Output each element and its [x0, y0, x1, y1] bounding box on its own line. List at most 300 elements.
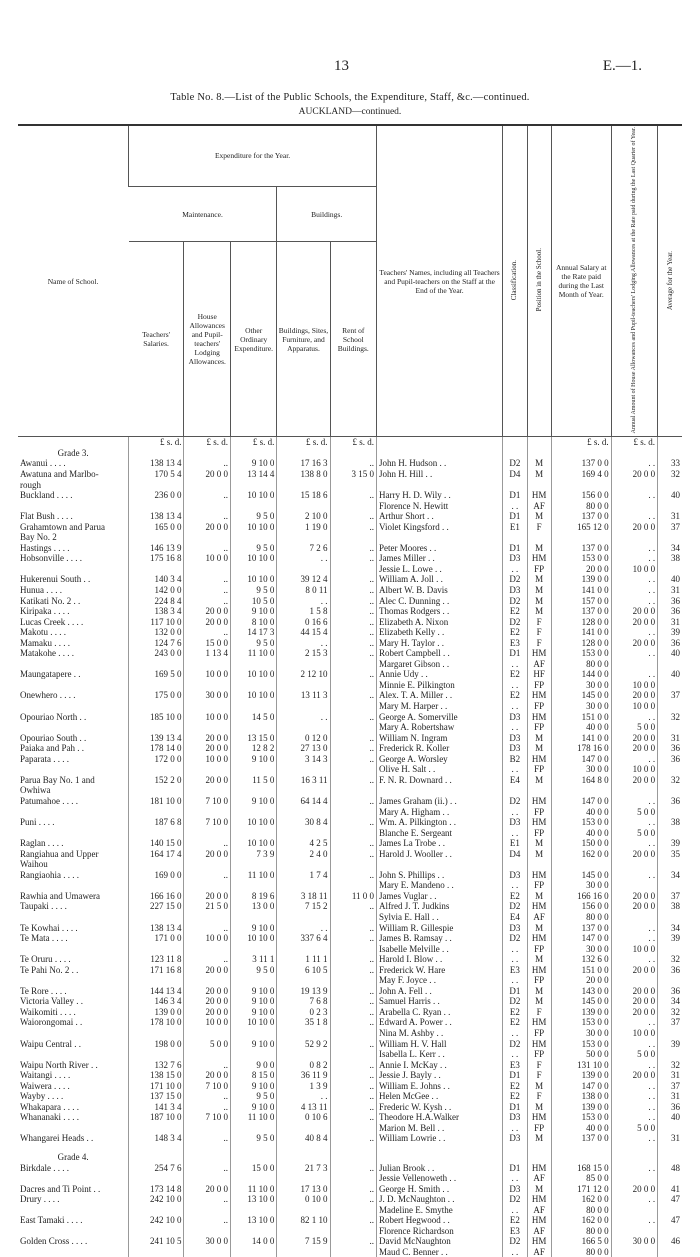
table-row: [18, 933, 682, 944]
school-name: Rangiahua and Upper: [20, 848, 99, 859]
annual-salary: 137 0 0: [551, 511, 611, 522]
school-name: Whangarei Heads . .: [20, 1133, 94, 1144]
average-attendance: 36: [658, 596, 682, 607]
position: F: [527, 1070, 551, 1081]
teacher-name: Peter Moores . .: [377, 543, 503, 554]
position: HM: [527, 490, 551, 501]
buildings-expenditure: 2 12 10: [277, 669, 330, 680]
table-row: [18, 1184, 682, 1195]
teacher-name: Isabelle Melville . .: [377, 944, 503, 955]
teachers-salary: 224 8 4: [129, 596, 184, 607]
rent: ..: [330, 1163, 376, 1174]
position: M: [527, 469, 551, 480]
house-allowance: ..: [184, 954, 230, 965]
teachers-salary: 171 16 8: [129, 965, 184, 976]
teacher-name: Margaret Gibson . .: [377, 659, 503, 670]
other-expenditure: 8 10 0: [230, 617, 276, 628]
school-name: Patumahoe . . . .: [20, 795, 78, 806]
teacher-name: Edward A. Power . .: [377, 1017, 503, 1028]
rent: ..: [330, 574, 376, 585]
school-name: Raglan . . . .: [20, 838, 64, 849]
house-allowance: ..: [184, 838, 230, 849]
school-name: Lucas Creek . . . .: [20, 616, 84, 627]
annual-allowance: . .: [611, 458, 657, 469]
classification: D1: [503, 490, 527, 501]
annual-allowance: . .: [611, 1133, 657, 1144]
annual-salary: 147 0 0: [551, 754, 611, 765]
classification: D3: [503, 743, 527, 754]
school-name: Matakohe . . . .: [20, 648, 74, 659]
buildings-expenditure: 30 8 4: [277, 817, 330, 828]
other-expenditure: 11 5 0: [230, 775, 276, 786]
average-attendance: 31: [658, 511, 682, 522]
annual-allowance: 20 0 0: [611, 775, 657, 786]
school-name: Waipu North River . .: [20, 1059, 98, 1070]
annual-allowance: 30 0 0: [611, 1236, 657, 1247]
annual-salary: 153 0 0: [551, 648, 611, 659]
classification: . .: [503, 944, 527, 955]
classification: D3: [503, 712, 527, 723]
house-allowance: 20 0 0: [184, 1184, 230, 1195]
teacher-name: Alec C. Dunning . .: [377, 596, 503, 607]
other-expenditure: 8 19 6: [230, 891, 276, 902]
table-row: [18, 1102, 682, 1113]
annual-allowance: . .: [611, 596, 657, 607]
teachers-salary: 140 15 0: [129, 838, 184, 849]
classification: D2: [503, 1236, 527, 1247]
teacher-name: May F. Joyce . .: [377, 975, 503, 986]
position: M: [527, 596, 551, 607]
header-buildings-sites: Buildings, Sites, Furniture, and Apparatus.: [277, 242, 330, 437]
table-row: [18, 1007, 682, 1018]
school-name: Opouriao South . .: [20, 732, 87, 743]
annual-salary: 162 0 0: [551, 1194, 611, 1205]
other-expenditure: 3 11 1: [230, 954, 276, 965]
average-attendance: 31: [658, 1070, 682, 1081]
teachers-salary: 138 3 4: [129, 606, 184, 617]
table-title: Table No. 8.—List of the Public Schools, the Expenditure, Staff, &c.—continued.: [170, 92, 530, 103]
annual-allowance: 10 0 0: [611, 944, 657, 955]
school-name: Bay No. 2: [20, 532, 57, 543]
annual-allowance: 10 0 0: [611, 1028, 657, 1039]
school-name: Wayby . . . .: [20, 1091, 64, 1102]
teachers-salary: 175 16 8: [129, 553, 184, 564]
annual-salary: 145 0 0: [551, 690, 611, 701]
house-allowance: ..: [184, 596, 230, 607]
buildings-expenditure: . .: [277, 553, 330, 564]
rent: ..: [330, 627, 376, 638]
average-attendance: 41: [658, 1184, 682, 1195]
buildings-expenditure: 0 10 0: [277, 1194, 330, 1205]
table-row: [18, 901, 682, 912]
table-row: [18, 648, 682, 659]
average-attendance: 36: [658, 754, 682, 765]
annual-salary: 141 0 0: [551, 733, 611, 744]
position: AF: [527, 1247, 551, 1257]
annual-allowance: 20 0 0: [611, 522, 657, 533]
annual-salary: 166 16 0: [551, 891, 611, 902]
table-row: [18, 817, 682, 828]
teacher-name: Madeline E. Smythe: [377, 1205, 503, 1216]
header-other-expenditure: Other Ordinary Expenditure.: [230, 242, 276, 437]
rent: ..: [330, 933, 376, 944]
teacher-name: Olive H. Salt . .: [377, 764, 503, 775]
annual-salary: 153 0 0: [551, 1112, 611, 1123]
classification: D2: [503, 596, 527, 607]
other-expenditure: 7 3 9: [230, 849, 276, 860]
table-row: [18, 627, 682, 638]
classification: D3: [503, 1133, 527, 1144]
average-attendance: 40: [658, 669, 682, 680]
teacher-name: James La Trobe . .: [377, 838, 503, 849]
teachers-salary: 141 3 4: [129, 1102, 184, 1113]
other-expenditure: 10 10 0: [230, 574, 276, 585]
annual-allowance: . .: [611, 712, 657, 723]
teachers-salary: 138 15 0: [129, 1070, 184, 1081]
teachers-salary: 142 0 0: [129, 585, 184, 596]
table-row: [18, 659, 682, 670]
rent: ..: [330, 490, 376, 501]
other-expenditure: 10 10 0: [230, 553, 276, 564]
teacher-name: Theodore H.A.Walker: [377, 1112, 503, 1123]
annual-salary: 139 0 0: [551, 1102, 611, 1113]
house-allowance: ..: [184, 1215, 230, 1226]
other-expenditure: 10 10 0: [230, 669, 276, 680]
annual-salary: 20 0 0: [551, 975, 611, 986]
rent: ..: [330, 669, 376, 680]
annual-salary: 131 10 0: [551, 1060, 611, 1071]
buildings-expenditure: . .: [277, 638, 330, 649]
rent: ..: [330, 1112, 376, 1123]
annual-salary: 143 0 0: [551, 986, 611, 997]
teachers-salary: 243 0 0: [129, 648, 184, 659]
buildings-expenditure: 0 10 6: [277, 1112, 330, 1123]
table-row: [18, 458, 682, 469]
position: M: [527, 543, 551, 554]
teacher-name: Albert W. B. Davis: [377, 585, 503, 596]
teacher-name: James Miller . .: [377, 553, 503, 564]
house-allowance: 20 0 0: [184, 775, 230, 786]
teachers-salary: 137 15 0: [129, 1091, 184, 1102]
other-expenditure: 9 5 0: [230, 1091, 276, 1102]
average-attendance: 32: [658, 1060, 682, 1071]
other-expenditure: 11 10 0: [230, 648, 276, 659]
table-row: [18, 1028, 682, 1039]
teacher-name: Arthur Short . .: [377, 511, 503, 522]
teacher-name: Helen McGee . .: [377, 1091, 503, 1102]
header-average: Average for the Year.: [658, 125, 682, 437]
other-expenditure: 10 5 0: [230, 596, 276, 607]
teacher-name: Robert Campbell . .: [377, 648, 503, 659]
buildings-expenditure: 4 13 11: [277, 1102, 330, 1113]
position: F: [527, 1091, 551, 1102]
rent: ..: [330, 1215, 376, 1226]
rent: ..: [330, 849, 376, 860]
other-expenditure: 14 17 3: [230, 627, 276, 638]
school-name: Hukerenui South . .: [20, 574, 91, 585]
classification: E2: [503, 891, 527, 902]
position: FP: [527, 1049, 551, 1060]
teacher-name: William E. Johns . .: [377, 1081, 503, 1092]
buildings-expenditure: 3 18 11: [277, 891, 330, 902]
school-name: Buckland . . . .: [20, 490, 73, 501]
teacher-name: Harry H. D. Wily . .: [377, 490, 503, 501]
teacher-name: Isabella L. Kerr . .: [377, 1049, 503, 1060]
grade-row: [18, 448, 682, 459]
annual-salary: 80 0 0: [551, 1205, 611, 1216]
teachers-salary: 132 7 6: [129, 1060, 184, 1071]
average-attendance: 36: [658, 638, 682, 649]
position: M: [527, 574, 551, 585]
teacher-name: Minnie E. Pilkington: [377, 680, 503, 691]
house-allowance: 7 10 0: [184, 796, 230, 807]
school-name: Te Oruru . . . .: [20, 954, 71, 965]
table-row: [18, 1017, 682, 1028]
classification: . .: [503, 1247, 527, 1257]
buildings-expenditure: 7 2 6: [277, 543, 330, 554]
annual-allowance: 20 0 0: [611, 891, 657, 902]
table-row: [18, 1081, 682, 1092]
classification: E1: [503, 522, 527, 533]
classification: E2: [503, 627, 527, 638]
table-row: [18, 807, 682, 818]
classification: D3: [503, 733, 527, 744]
header-classification: Classification.: [503, 125, 527, 437]
teachers-salary: 146 3 4: [129, 996, 184, 1007]
header-maintenance: Maintenance.: [129, 186, 277, 242]
table-subtitle: AUCKLAND—continued.: [298, 107, 402, 117]
other-expenditure: 10 10 0: [230, 690, 276, 701]
annual-salary: 50 0 0: [551, 1049, 611, 1060]
average-attendance: 37: [658, 891, 682, 902]
annual-salary: 138 0 0: [551, 1091, 611, 1102]
classification: D3: [503, 585, 527, 596]
classification: . .: [503, 701, 527, 712]
teacher-name: Maud C. Benner . .: [377, 1247, 503, 1257]
position: HM: [527, 553, 551, 564]
annual-salary: 153 0 0: [551, 553, 611, 564]
rent: ..: [330, 543, 376, 554]
average-attendance: 36: [658, 796, 682, 807]
table-row: [18, 1194, 682, 1205]
average-attendance: 32: [658, 954, 682, 965]
table-row: [18, 638, 682, 649]
rent: ..: [330, 923, 376, 934]
classification: D2: [503, 996, 527, 1007]
other-expenditure: 11 10 0: [230, 870, 276, 881]
classification: . .: [503, 807, 527, 818]
school-name: Te Mata . . . .: [20, 933, 68, 944]
other-expenditure: 9 10 0: [230, 996, 276, 1007]
annual-salary: 139 0 0: [551, 574, 611, 585]
rent: ..: [330, 1236, 376, 1247]
teachers-salary: 242 10 0: [129, 1194, 184, 1205]
house-allowance: 20 0 0: [184, 849, 230, 860]
other-expenditure: 13 10 0: [230, 1215, 276, 1226]
other-expenditure: 10 10 0: [230, 838, 276, 849]
rent: ..: [330, 838, 376, 849]
buildings-expenditure: . .: [277, 712, 330, 723]
house-allowance: 10 0 0: [184, 1017, 230, 1028]
position: M: [527, 1102, 551, 1113]
average-attendance: 31: [658, 733, 682, 744]
annual-salary: 144 0 0: [551, 669, 611, 680]
buildings-expenditure: 2 4 0: [277, 849, 330, 860]
average-attendance: 31: [658, 585, 682, 596]
annual-allowance: . .: [611, 543, 657, 554]
teachers-salary: 171 10 0: [129, 1081, 184, 1092]
classification: D1: [503, 511, 527, 522]
position: F: [527, 1007, 551, 1018]
other-expenditure: 9 10 0: [230, 986, 276, 997]
position: HM: [527, 965, 551, 976]
table-row: [18, 522, 682, 533]
rent: ..: [330, 1060, 376, 1071]
table-row: [18, 1236, 682, 1247]
annual-allowance: 20 0 0: [611, 638, 657, 649]
annual-allowance: 20 0 0: [611, 469, 657, 480]
classification: D2: [503, 1039, 527, 1050]
buildings-expenditure: 7 6 8: [277, 996, 330, 1007]
rent: ..: [330, 817, 376, 828]
classification: . .: [503, 1205, 527, 1216]
buildings-expenditure: 0 16 6: [277, 617, 330, 628]
average-attendance: 31: [658, 1133, 682, 1144]
annual-salary: 80 0 0: [551, 1247, 611, 1257]
table-row: [18, 733, 682, 744]
classification: D1: [503, 1102, 527, 1113]
buildings-expenditure: 21 7 3: [277, 1163, 330, 1174]
table-row: [18, 828, 682, 839]
rent: ..: [330, 1133, 376, 1144]
average-attendance: 33: [658, 458, 682, 469]
teacher-name: John H. Hill . .: [377, 469, 503, 480]
annual-allowance: . .: [611, 1039, 657, 1050]
buildings-expenditure: 337 6 4: [277, 933, 330, 944]
position: M: [527, 743, 551, 754]
school-name: Waitangi . . . .: [20, 1070, 71, 1081]
house-allowance: ..: [184, 543, 230, 554]
buildings-expenditure: 2 15 3: [277, 648, 330, 659]
teachers-salary: 164 17 4: [129, 849, 184, 860]
annual-salary: 30 0 0: [551, 701, 611, 712]
teacher-name: Frederick R. Koller: [377, 743, 503, 754]
house-allowance: ..: [184, 1102, 230, 1113]
annual-allowance: . .: [611, 627, 657, 638]
table-row: [18, 543, 682, 554]
position: HM: [527, 796, 551, 807]
position: F: [527, 638, 551, 649]
buildings-expenditure: 17 13 0: [277, 1184, 330, 1195]
rent: ..: [330, 522, 376, 533]
annual-salary: 157 0 0: [551, 596, 611, 607]
annual-allowance: . .: [611, 817, 657, 828]
classification: D1: [503, 648, 527, 659]
classification: E3: [503, 1060, 527, 1071]
rent: ..: [330, 775, 376, 786]
teachers-salary: 187 10 0: [129, 1112, 184, 1123]
table-row: [18, 511, 682, 522]
rent: 11 0 0: [330, 891, 376, 902]
annual-allowance: . .: [611, 1194, 657, 1205]
teachers-salary: 173 14 8: [129, 1184, 184, 1195]
annual-allowance: 10 0 0: [611, 764, 657, 775]
table-row: [18, 849, 682, 860]
teacher-name: John H. Hudson . .: [377, 458, 503, 469]
teacher-name: William H. V. Hall: [377, 1039, 503, 1050]
annual-salary: 30 0 0: [551, 944, 611, 955]
annual-salary: 40 0 0: [551, 722, 611, 733]
buildings-expenditure: 16 3 11: [277, 775, 330, 786]
classification: D4: [503, 849, 527, 860]
currency-label: £ s. d.: [277, 437, 330, 448]
house-allowance: ..: [184, 627, 230, 638]
rent: ..: [330, 965, 376, 976]
table-row: [18, 553, 682, 564]
currency-label: £ s. d.: [129, 437, 184, 448]
teacher-name: William A. Joll . .: [377, 574, 503, 585]
annual-allowance: 10 0 0: [611, 701, 657, 712]
average-attendance: 37: [658, 1081, 682, 1092]
house-allowance: 10 0 0: [184, 933, 230, 944]
annual-allowance: 20 0 0: [611, 901, 657, 912]
buildings-expenditure: . .: [277, 1091, 330, 1102]
rent: ..: [330, 901, 376, 912]
position: FP: [527, 722, 551, 733]
annual-allowance: 5 0 0: [611, 722, 657, 733]
annual-salary: 137 0 0: [551, 923, 611, 934]
teachers-salary: 187 6 8: [129, 817, 184, 828]
rent: ..: [330, 986, 376, 997]
annual-allowance: 20 0 0: [611, 1184, 657, 1195]
annual-salary: 137 0 0: [551, 458, 611, 469]
position: M: [527, 923, 551, 934]
other-expenditure: 12 8 2: [230, 743, 276, 754]
house-allowance: 20 0 0: [184, 891, 230, 902]
school-name: Owhiwa: [20, 785, 51, 796]
teacher-name: William R. Gillespie: [377, 923, 503, 934]
annual-allowance: 20 0 0: [611, 743, 657, 754]
other-expenditure: 9 5 0: [230, 585, 276, 596]
table-row: [18, 996, 682, 1007]
annual-salary: 145 0 0: [551, 996, 611, 1007]
classification: E4: [503, 912, 527, 923]
school-name: Waiwera . . . .: [20, 1080, 70, 1091]
position: HM: [527, 1039, 551, 1050]
annual-salary: 40 0 0: [551, 828, 611, 839]
buildings-expenditure: 13 11 3: [277, 690, 330, 701]
teacher-name: Elizabeth Kelly . .: [377, 627, 503, 638]
teacher-name: Alfred J. T. Judkins: [377, 901, 503, 912]
teachers-salary: 138 13 4: [129, 458, 184, 469]
teachers-salary: 242 10 0: [129, 1215, 184, 1226]
school-name: Rawhia and Umawera: [20, 890, 100, 901]
position: M: [527, 1081, 551, 1092]
position: HM: [527, 870, 551, 881]
position: HM: [527, 1017, 551, 1028]
school-name: Waipu Central . .: [20, 1038, 82, 1049]
classification: E4: [503, 775, 527, 786]
position: HM: [527, 1236, 551, 1247]
average-attendance: 37: [658, 690, 682, 701]
other-expenditure: 9 5 0: [230, 965, 276, 976]
table-row: [18, 743, 682, 754]
teacher-name: Frederick W. Hare: [377, 965, 503, 976]
table-row: [18, 532, 682, 543]
teacher-name: William Lowrie . .: [377, 1133, 503, 1144]
teacher-name: Florence Richardson: [377, 1226, 503, 1237]
other-expenditure: 14 0 0: [230, 1236, 276, 1247]
